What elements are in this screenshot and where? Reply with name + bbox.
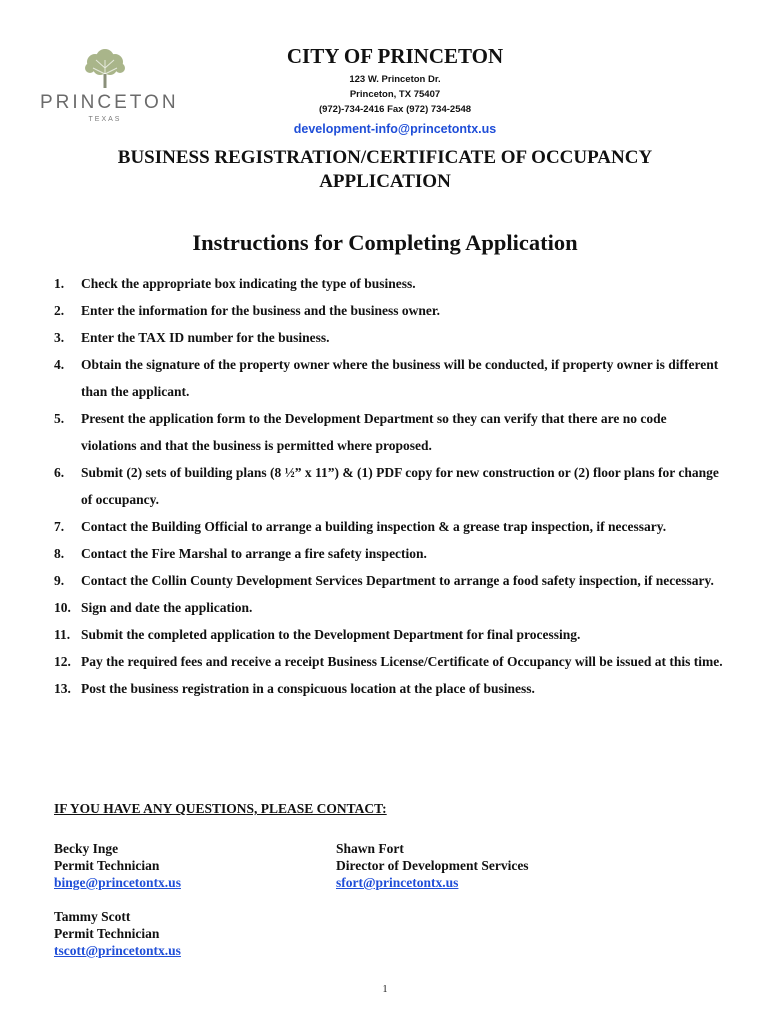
step-number: 9. xyxy=(54,573,65,588)
form-title xyxy=(60,146,710,194)
step-text: Check the appropriate box indicating the type of business. xyxy=(81,276,416,291)
contact-email-link[interactable]: tscott@princetontx.us xyxy=(54,943,181,958)
step-text: Submit the completed application to the Development Department for final processing. xyxy=(81,627,581,642)
instruction-steps xyxy=(54,270,724,702)
step-text: Pay the required fees and receive a receipt Business License/Certificate of Occupancy will be issued at this time. xyxy=(81,654,723,669)
step-text: Post the business registration in a conspicuous location at the place of business. xyxy=(81,681,535,696)
contact-name: Becky Inge xyxy=(54,841,119,856)
contact-name: Tammy Scott xyxy=(54,909,131,924)
step-text: Present the application form to the Development Department so they can verify that there are no code violations and that the business is permitted where proposed. xyxy=(81,411,667,453)
step-number: 6. xyxy=(54,465,65,480)
contact-name: Shawn Fort xyxy=(336,841,404,856)
princeton-logo xyxy=(40,46,179,123)
step-number: 5. xyxy=(54,411,65,426)
city-name: CITY OF PRINCETON xyxy=(286,44,504,68)
step-item xyxy=(54,459,724,513)
form-title-line-2: APPLICATION xyxy=(319,171,451,192)
step-item xyxy=(54,594,724,621)
form-title-line-1: BUSINESS REGISTRATION/CERTIFICATE OF OCCUPANCY xyxy=(117,147,653,168)
step-text: Contact the Fire Marshal to arrange a fire safety inspection. xyxy=(81,546,427,561)
page-number: 1 xyxy=(382,984,388,995)
instructions-title: Instructions for Completing Application xyxy=(192,230,578,255)
contact-card xyxy=(336,840,529,891)
contact-title: Permit Technician xyxy=(54,926,160,941)
step-item xyxy=(54,540,724,567)
step-number: 11. xyxy=(54,627,71,642)
address-line-2: Princeton, TX 75407 xyxy=(349,89,441,100)
contact-card xyxy=(54,840,181,891)
step-item xyxy=(54,405,724,459)
step-item xyxy=(54,324,724,351)
step-number: 8. xyxy=(54,546,65,561)
logo-wordmark: PRINCETON xyxy=(40,92,179,113)
phone-fax: (972)-734-2416 Fax (972) 734-2548 xyxy=(318,104,472,115)
step-number: 13. xyxy=(54,681,71,696)
step-number: 1. xyxy=(54,276,65,291)
step-item xyxy=(54,675,724,702)
development-email-link[interactable]: development-info@princetontx.us xyxy=(293,122,497,136)
step-item xyxy=(54,513,724,540)
letterhead xyxy=(270,44,520,136)
step-item xyxy=(54,351,724,405)
step-number: 3. xyxy=(54,330,65,345)
step-number: 2. xyxy=(54,303,65,318)
contact-email-link[interactable]: sfort@princetontx.us xyxy=(336,875,459,890)
step-text: Contact the Building Official to arrange a building inspection & a grease trap inspection, if necessary. xyxy=(81,519,667,534)
step-item xyxy=(54,297,724,324)
step-number: 10. xyxy=(54,600,71,615)
contact-email-link[interactable]: binge@princetontx.us xyxy=(54,875,181,890)
step-text: Enter the information for the business and the business owner. xyxy=(81,303,441,318)
contact-title: Permit Technician xyxy=(54,858,160,873)
step-text: Contact the Collin County Development Services Department to arrange a food safety inspection, if necessary. xyxy=(81,573,714,588)
step-number: 12. xyxy=(54,654,71,669)
step-item xyxy=(54,567,724,594)
step-text: Sign and date the application. xyxy=(81,600,253,615)
step-text: Enter the TAX ID number for the business. xyxy=(81,330,330,345)
step-item xyxy=(54,270,724,297)
contact-title: Director of Development Services xyxy=(336,858,529,873)
step-text: Submit (2) sets of building plans (8 ½” x 11”) & (1) PDF copy for new construction or (2) floor plans for change of occupancy. xyxy=(81,465,719,507)
step-number: 4. xyxy=(54,357,65,372)
tree-icon xyxy=(81,46,129,90)
step-number: 7. xyxy=(54,519,65,534)
step-item xyxy=(54,621,724,648)
logo-subtitle: TEXAS xyxy=(88,116,122,123)
contact-heading: IF YOU HAVE ANY QUESTIONS, PLEASE CONTACT: xyxy=(54,801,387,816)
address-line-1: 123 W. Princeton Dr. xyxy=(349,74,441,85)
step-text: Obtain the signature of the property owner where the business will be conducted, if property owner is different than the applicant. xyxy=(81,357,719,399)
step-item xyxy=(54,648,724,675)
contact-card xyxy=(54,908,181,959)
